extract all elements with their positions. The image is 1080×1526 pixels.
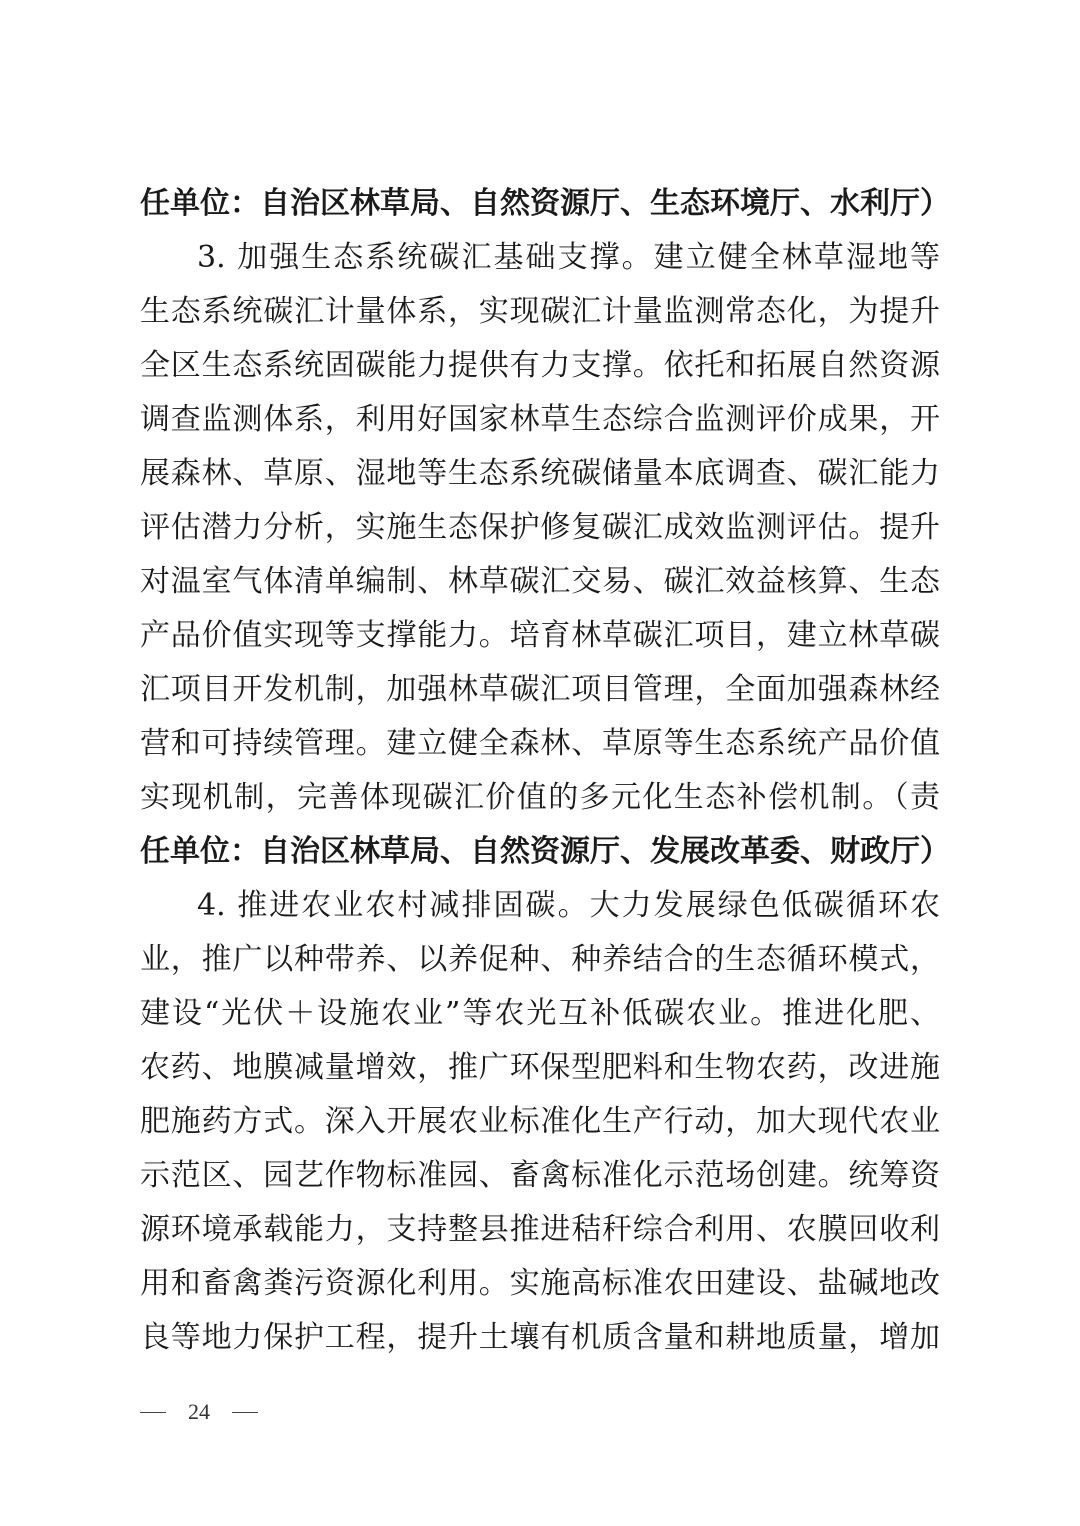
footer-dash-left bbox=[140, 1412, 166, 1413]
footer-dash-right bbox=[232, 1412, 258, 1413]
text-line: 业，推广以种带养、以养促种、种养结合的生态循环模式， bbox=[140, 942, 940, 977]
text-line: 农药、地膜减量增效，推广环保型肥料和生物农药，改进施 bbox=[140, 1050, 940, 1085]
text-line: 展森林、草原、湿地等生态系统碳储量本底调查、碳汇能力 bbox=[140, 456, 940, 491]
text-line: 营和可持续管理。建立健全森林、草原等生态系统产品价值 bbox=[140, 726, 940, 761]
text-line: 生态系统碳汇计量体系，实现碳汇计量监测常态化，为提升 bbox=[140, 294, 940, 329]
text-line: 4. 推进农业农村减排固碳。大力发展绿色低碳循环农 bbox=[197, 888, 940, 923]
text-line: 示范区、园艺作物标准园、畜禽标准化示范场创建。统筹资 bbox=[140, 1158, 940, 1193]
text-line: 产品价值实现等支撑能力。培育林草碳汇项目，建立林草碳 bbox=[140, 618, 940, 653]
text-line: 任单位：自治区林草局、自然资源厅、生态环境厅、水利厅） bbox=[140, 186, 950, 221]
text-line: 用和畜禽粪污资源化利用。实施高标准农田建设、盐碱地改 bbox=[140, 1266, 940, 1301]
text-line: 良等地力保护工程，提升土壤有机质含量和耕地质量，增加 bbox=[140, 1320, 940, 1355]
text-line: 汇项目开发机制，加强林草碳汇项目管理，全面加强森林经 bbox=[140, 672, 940, 707]
text-line: 3. 加强生态系统碳汇基础支撑。建立健全林草湿地等 bbox=[197, 240, 940, 275]
page-footer bbox=[140, 1392, 258, 1432]
page-number: 24 bbox=[188, 1399, 210, 1424]
text-line: 实现机制，完善体现碳汇价值的多元化生态补偿机制。（责 bbox=[140, 780, 940, 815]
text-line: 评估潜力分析，实施生态保护修复碳汇成效监测评估。提升 bbox=[140, 510, 940, 545]
text-line: 对温室气体清单编制、林草碳汇交易、碳汇效益核算、生态 bbox=[140, 564, 940, 599]
text-line: 肥施药方式。深入开展农业标准化生产行动，加大现代农业 bbox=[140, 1104, 940, 1139]
text-line: 全区生态系统固碳能力提供有力支撑。依托和拓展自然资源 bbox=[140, 348, 940, 383]
text-line: 任单位：自治区林草局、自然资源厅、发展改革委、财政厅） bbox=[140, 834, 950, 869]
text-line: 建设“光伏＋设施农业”等农光互补低碳农业。推进化肥、 bbox=[140, 996, 940, 1031]
text-line: 源环境承载能力，支持整县推进秸秆综合利用、农膜回收利 bbox=[140, 1212, 940, 1247]
text-line: 调查监测体系，利用好国家林草生态综合监测评价成果，开 bbox=[140, 402, 940, 437]
